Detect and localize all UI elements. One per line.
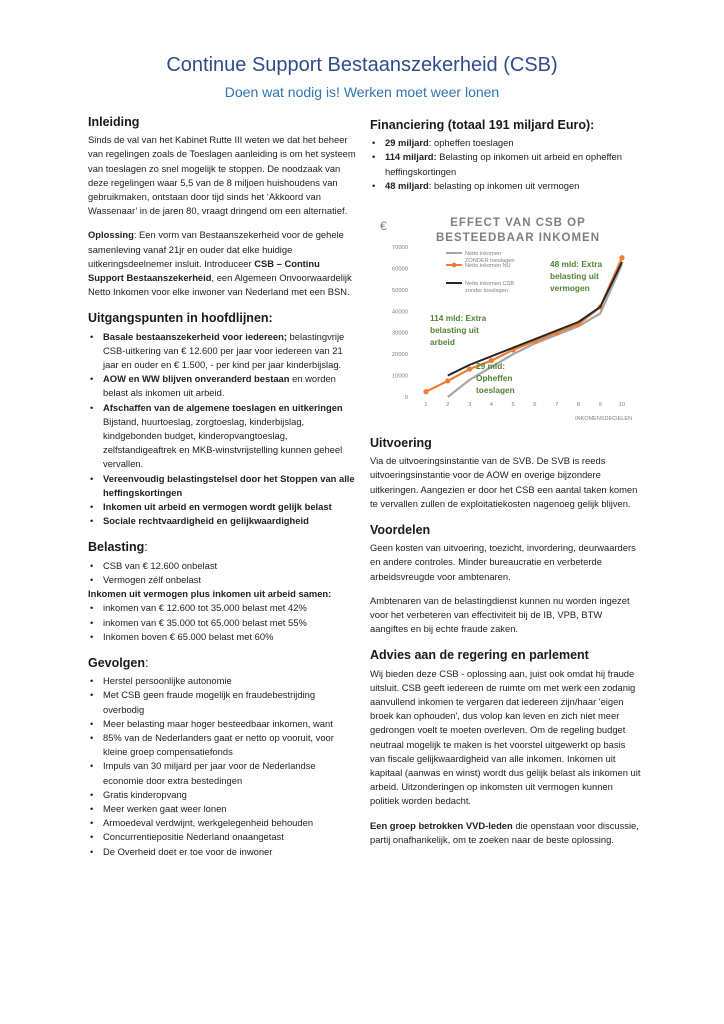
annotation-text: vermogen (550, 283, 590, 294)
item-bold: AOW en WW blijven onveranderd bestaan (103, 373, 290, 385)
legend-label: ZONDER toeslagen (465, 258, 515, 265)
document-subtitle: Doen wat nodig is! Werken moet weer lonen (224, 84, 500, 100)
x-tick-label: 10 (618, 402, 626, 409)
series-point (423, 389, 428, 394)
chart-legend (446, 251, 514, 294)
oplossing-text-c: , een Algemeen Onvoorwaardelijk Netto Inkomen voor elke inwoner van Nederland met een BSN. (88, 272, 352, 298)
list-item (370, 179, 642, 193)
list-item (370, 136, 642, 150)
chart-title-line2: BESTEEDBAAR INKOMEN (435, 232, 601, 245)
list-item: • Impuls van 30 miljard per jaar voor de Nederlandse economie door extra bestedingen (88, 759, 356, 787)
gevolgen-heading (88, 656, 356, 670)
x-tick-label: 1 (424, 402, 428, 409)
item-text: : belasting op inkomen uit vermogen (428, 179, 580, 191)
list-item: • De Overheid doet er toe voor de inwoner (88, 845, 356, 859)
list-item: • Met CSB geen fraude mogelijk en fraudebestrijding overbodig (88, 688, 356, 716)
list-item: • inkomen van € 12.600 tot 35.000 belast met 42% (88, 601, 356, 615)
list-item: • Concurrentiepositie Nederland onaangetast (88, 830, 356, 844)
legend-label: zonder toeslagen (465, 288, 508, 295)
list-item (88, 330, 356, 373)
x-tick-label: 9 (598, 402, 602, 409)
list-item: • Meer werken gaat weer lonen (88, 802, 356, 816)
oplossing-text-a: : Een vorm van Bestaanszekerheid voor de gehele samenleving vanaf 21jr en ouder dat elke huidige uitkeringsdeelnemer insluit. Introduceer (88, 229, 344, 269)
belasting-heading-text: Belasting (88, 540, 145, 555)
vvd-group-bold: Een groep betrokken VVD-leden (370, 819, 513, 831)
y-tick-label: 70000 (391, 245, 408, 252)
series-point (467, 367, 472, 372)
advies-paragraph: Wij bieden deze CSB - oplossing aan, juist ook omdat hij fraude uitsluit. CSB geeft iedereen de ruimte om met werk een zodanig aanvullend inkomen te vergaren dat iedereen zijn/haar 'eigen broek kan ophouden', dus volop kan leven en zich niet meer gedrongen voelt te moeten overleven. Om de regeling budget neutraal mogelijk te maken is het voorstel uitgewerkt op basis van fiscale gelijkwaardigheid van alle inkomen. Inkomen uit kapitaal (aanwas en winst) wordt dus gelijk belast als inkomen uit arbeid. Uitzonderingen op inkomsten uit vermogen kunnen politiek worden bedacht. (370, 667, 641, 807)
x-tick-label: 3 (467, 402, 472, 409)
x-tick-label: 7 (555, 402, 559, 409)
item-bold: Vereenvoudig belastingstelsel door het Stoppen van alle heffingskortingen (103, 472, 355, 498)
legend-marker (452, 263, 457, 268)
right-column (370, 118, 642, 853)
item-bold: 29 miljard (385, 137, 429, 149)
annotation-text: Opheffen (476, 373, 513, 384)
item-bold: Basale bestaanszekerheid voor iedereen; (103, 330, 287, 342)
uitgangspunten-list (88, 330, 356, 529)
belasting-heading (88, 540, 356, 554)
list-item: • Meer belasting maar hoger besteedbaar inkomen, want (88, 717, 356, 731)
y-tick-label: 30000 (391, 330, 408, 337)
x-tick-label: 2 (446, 402, 450, 409)
item-bold: Sociale rechtvaardigheid en gelijkwaardigheid (103, 515, 309, 527)
list-item (88, 372, 356, 400)
oplossing-label: Oplossing (88, 229, 134, 241)
advies-heading: Advies aan de regering en parlement (370, 648, 589, 663)
series-point (445, 378, 450, 383)
list-item: • CSB van € 12.600 onbelast (88, 559, 356, 573)
item-text: belastingvrije CSB-uitkering van € 12.600 per jaar voor iedereen van 21 jaar en ouder en € 1.500, - per kind per jaar kinderbijslag. (103, 330, 345, 371)
list-item (88, 514, 356, 528)
item-bold: 48 miljard (385, 179, 429, 191)
x-axis-ticks (424, 402, 625, 408)
y-axis-ticks (392, 245, 408, 401)
annotation-text: 29 mld: (476, 361, 506, 372)
x-tick-label: 6 (533, 402, 537, 409)
income-effect-chart (370, 217, 642, 422)
voordelen-heading: Voordelen (370, 523, 431, 538)
item-bold: Inkomen uit arbeid en vermogen wordt gelijk belast (103, 501, 332, 513)
y-tick-label: 10000 (391, 373, 408, 380)
item-text: : opheffen toeslagen (428, 137, 514, 149)
vvd-group-text: die openstaan voor discussie, partij onafhankelijk, om te zoeken naar de beste oplossing. (370, 819, 639, 845)
gevolgen-heading-colon: : (144, 655, 149, 670)
annotation-text: 48 mld: Extra (550, 259, 603, 270)
annotation-text: belasting uit (550, 271, 599, 282)
advies-closing (370, 819, 642, 847)
list-item (88, 472, 356, 500)
belasting-list (88, 559, 356, 587)
inleiding-paragraph: Sinds de val van het Kabinet Rutte III weten we dat het beheer van regelingen zoals de Toeslagen aanleiding is om het systeem van toeslagen zo snel mogelijk te stoppen. De noodzaak van deze regelingen waar 5,5 van de 8 miljoen huishoudens van gebruikmaken, ontstaan door tijd sinds het ‘Akkoord van Wassenaar’ in de jaren 80, vraagt dringend om een alternatief. (88, 134, 356, 217)
list-item (88, 500, 356, 514)
y-tick-label: 20000 (391, 352, 408, 359)
belasting-subheading: Inkomen uit vermogen plus inkomen uit arbeid samen: (88, 588, 332, 600)
series-point (619, 255, 624, 260)
annotation-text: toeslagen (476, 385, 515, 396)
gevolgen-list (88, 674, 356, 859)
item-text: Belasting op inkomen uit arbeid en opheffen heffingskortingen (385, 151, 622, 177)
belasting-rates-list (88, 601, 356, 644)
belasting-heading-colon: : (144, 540, 148, 555)
chart-title-line1: EFFECT VAN CSB OP (450, 217, 586, 230)
financiering-heading: Financiering (totaal 191 miljard Euro): (370, 118, 595, 132)
item-bold: Afschaffen van de algemene toeslagen en uitkeringen (103, 401, 343, 413)
chart-currency-label: € (380, 219, 387, 234)
list-item: • inkomen van € 35.000 tot 65.000 belast met 55% (88, 616, 356, 630)
voordelen-paragraph-1: Geen kosten van uitvoering, toezicht, invordering, deurwaarders en andere controles. Minder bureaucratie en verbeterde arbeidsvreugde voor ambtenaren. (370, 542, 636, 582)
y-tick-label: 60000 (391, 266, 408, 273)
voordelen-paragraph-2: Ambtenaren van de belastingdienst kunnen nu worden ingezet voor het verbeteren van effectiviteit bij de IB, VPB, BTW aangiftes en bij echte fraude zaken. (370, 594, 630, 635)
list-item: • Armoedeval verdwijnt, werkgelegenheid behouden (88, 816, 356, 830)
item-text: en worden belast als inkomen uit arbeid. (103, 373, 336, 399)
chart-canvas (370, 217, 642, 422)
annotation-text: belasting uit (430, 325, 479, 336)
list-item (370, 150, 642, 178)
list-item: • Herstel persoonlijke autonomie (88, 674, 356, 688)
left-column (88, 115, 356, 859)
x-tick-label: 5 (511, 402, 515, 409)
x-tick-label: 4 (489, 402, 493, 409)
item-bold: 114 miljard: (385, 151, 437, 163)
uitvoering-heading: Uitvoering (370, 436, 432, 451)
x-tick-label: 8 (576, 402, 581, 409)
legend-label: Netto inkomen NU (465, 263, 511, 270)
list-item: • Gratis kinderopvang (88, 788, 356, 802)
oplossing-paragraph (88, 228, 356, 299)
financiering-list (370, 136, 642, 193)
gevolgen-heading-text: Gevolgen (88, 655, 145, 670)
legend-label: Netto inkomen CSB (465, 281, 515, 288)
y-tick-label: 40000 (391, 309, 408, 316)
annotation-text: 114 mld: Extra (430, 313, 487, 324)
chart-x-axis-label: INKOMENSDECIELEN (575, 416, 632, 423)
y-tick-label: 50000 (391, 287, 408, 294)
item-text: Bijstand, huurtoeslag, zorgtoeslag, kinderbijslag, kindgebonden budget, kinderopvangtoeslag, zelfstandigeaftrek en MKB-winstvrijstelling kunnen geheel vervallen. (103, 415, 343, 470)
oplossing-csb: CSB – Continu Support Bestaanszekerheid (88, 257, 320, 284)
list-item: • 85% van de Nederlanders gaat er netto op vooruit, voor kleine groep compensatiefonds (88, 731, 356, 759)
uitvoering-paragraph: Via de uitvoeringsinstantie van de SVB. De SVB is reeds uitvoeringsinstantie voor de AOW en overige bijzondere uitkeringen. Aangezien er door het CSB een aantal taken komen te vervallen zullen de exploitatiekosten nagenoeg gelijk blijven. (370, 455, 638, 509)
list-item (88, 401, 356, 472)
legend-label: Netto inkomen (465, 251, 502, 258)
annotation-text: arbeid (430, 337, 455, 348)
document-title: Continue Support Bestaanszekerheid (CSB) (166, 54, 558, 76)
list-item: • Vermogen zélf onbelast (88, 573, 356, 587)
list-item: • Inkomen boven € 65.000 belast met 60% (88, 630, 356, 644)
uitgangspunten-heading: Uitgangspunten in hoofdlijnen: (88, 311, 273, 326)
y-tick-label: 0 (404, 395, 408, 402)
inleiding-heading: Inleiding (88, 115, 140, 129)
